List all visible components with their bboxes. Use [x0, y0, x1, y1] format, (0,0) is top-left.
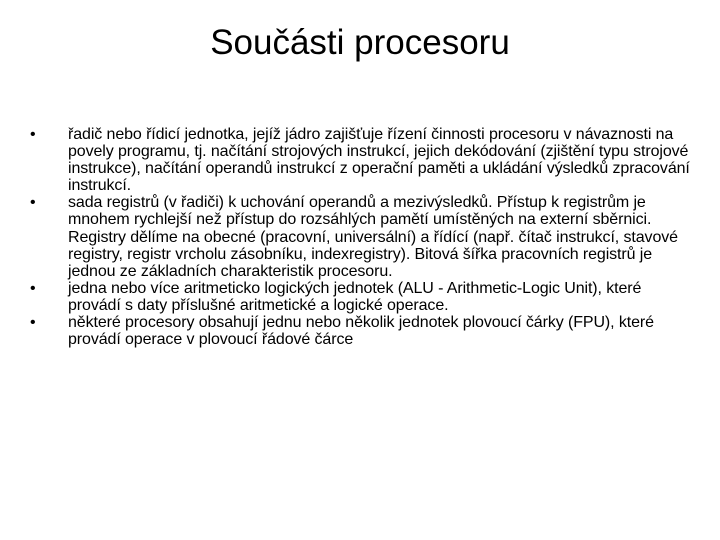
bullet-text: řadič nebo řídicí jednotka, jejíž jádro zajišťuje řízení činnosti procesoru v návaznosti na povely programu, tj. načítání strojových instrukcí, jejich dekódování (zjištění typu strojové instrukce), načítání operandů instrukcí z operační paměti a ukládání výsledků zpracování instrukcí.	[68, 126, 690, 195]
bullet-icon: •	[30, 279, 36, 297]
slide-title: Součásti procesoru	[210, 23, 510, 62]
bullet-item	[30, 280, 690, 314]
bullet-text: sada registrů (v řadiči) k uchování operandů a mezivýsledků. Přístup k registrům je mnohem rychlejší než přístup do rozsáhlých pamětí umístěných na externí sběrnici. Registry dělíme na obecné (pracovní, universální) a řídící (např. čítač instrukcí, stavové registry, registr vrcholu zásobníku, indexregistry). Bitová šířka pracovních registrů je jednou ze základních charakteristik procesoru.	[68, 194, 678, 280]
bullet-text: některé procesory obsahují jednu nebo několik jednotek plovoucí čárky (FPU), které provádí operace v plovoucí řádové čárce	[68, 314, 654, 349]
bullet-item	[30, 314, 690, 348]
bullet-icon: •	[30, 314, 36, 332]
bullet-icon: •	[30, 126, 36, 143]
bullet-icon: •	[30, 194, 36, 212]
bullet-text: jedna nebo více aritmeticko logických jednotek (ALU - Arithmetic-Logic Unit), které provádí s daty příslušné aritmetické a logické operace.	[68, 279, 642, 314]
bullet-list	[30, 126, 690, 348]
bullet-item	[30, 126, 690, 194]
bullet-item	[30, 194, 690, 279]
